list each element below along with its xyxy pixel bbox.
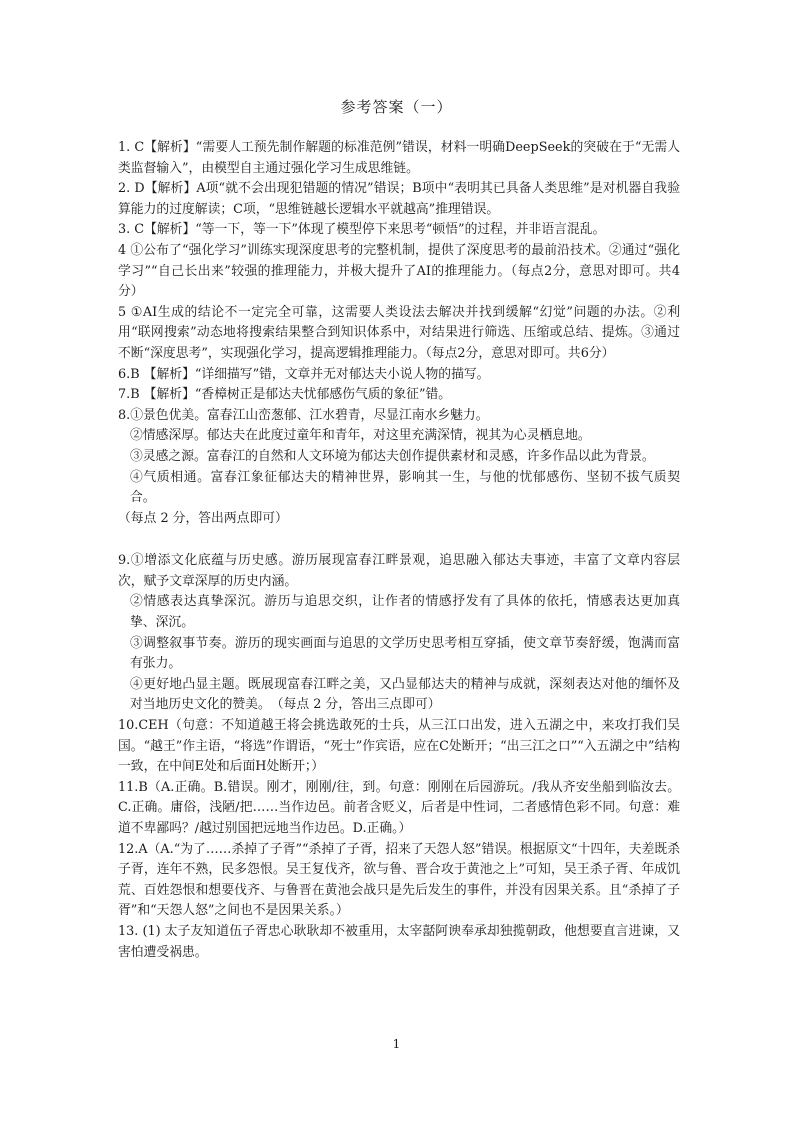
- answer-8-scoring-note: （每点 2 分，答出两点即可）: [118, 510, 288, 526]
- answer-11: 11.B（A.正确。B.错误。刚才，刚刚/往，到。句意：刚刚在后园游玩。/我从齐安坐船到临汝去。C.正确。庸俗，浅陋/把……当作边邑。前者含贬义，后者是中性词，二者感情色彩不同。句意：难道不卑鄙吗？/越过别国把远地当作边邑。D.正确。）: [118, 779, 680, 836]
- page-title: 参考答案（一）: [340, 98, 453, 116]
- answer-9-point-3: ③调整叙事节奏。游历的现实画面与追思的文学历史思考相互穿插，使文章节奏舒缓，饱满而富有张力。: [130, 635, 680, 672]
- answer-content: [118, 138, 680, 963]
- answer-10: 10.CEH（句意：不知道越王将会挑选敢死的士兵，从三江口出发，进入五湖之中，来攻打我们吴国。“越王”作主语，“将选”作谓语，“死士”作宾语，应在C处断开；“出三江之口”“入五湖之中”结构一致，在中间E处和后面H处断开；）: [118, 718, 680, 775]
- answer-5: 5 ①AI生成的结论不一定完全可靠，这需要人类设法去解决并找到缓解“幻觉”问题的办法。②利用“联网搜索”动态地将搜索结果整合到知识体系中，对结果进行筛选、压缩或总结、提炼。③通过不断“深度思考”，实现强化学习，提高逻辑推理能力。（每点2分，意思对即可。共6分）: [118, 304, 680, 361]
- answer-8-point-2: ②情感深厚。郁达夫在此度过童年和青年，对这里充满深情，视其为心灵栖息地。: [130, 428, 591, 444]
- answer-8: 8.①景色优美。富春江山峦葱郁、江水碧青，尽显江南水乡魅力。: [118, 407, 489, 423]
- answer-9: 9.①增添文化底蕴与历史感。游历展现富春江畔景观，追思融入郁达夫事迹，丰富了文章内容层次，赋予文章深厚的历史内涵。: [118, 553, 680, 589]
- answer-6: 6.B 【解析】“详细描写”错，文章并无对郁达夫小说人物的描写。: [118, 366, 490, 382]
- answer-2: 2. D【解析】A项“就不会出现犯错题的情况”错误；B项中“表明其已具备人类思维”是对机器自我验算能力的过度解读；C项，“思维链越长逻辑水平就越高”推理错误。: [118, 181, 680, 217]
- answer-3: 3. C【解析】“等一下，等一下”体现了模型停下来思考“顿悟”的过程，并非语言混乱。: [118, 222, 606, 238]
- answer-1: 1. C【解析】“需要人工预先制作解题的标准范例”错误，材料一明确DeepSeek的突破在于“无需人类监督输入”，由模型自主通过强化学习生成思维链。: [118, 140, 680, 176]
- answer-13: 13. (1) 太子友知道伍子胥忠心耿耿却不被重用，太宰嚭阿谀奉承却独揽朝政，他想要直言进谏，又害怕遭受祸患。: [118, 923, 680, 960]
- answer-4: 4 ①公布了“强化学习”训练实现深度思考的完整机制，提供了深度思考的最前沿技术。②通过“强化学习”“自己长出来”较强的推理能力，并极大提升了AI的推理能力。（每点2分，意思对即可。共4分）: [118, 242, 680, 300]
- answer-9-point-4: ④更好地凸显主题。既展现富春江畔之美，又凸显郁达夫的精神与成就，深刻表达对他的缅怀及对当地历史文化的赞美。 （每点 2 分，答出三点即可）: [130, 676, 680, 713]
- answer-8-point-4: ④气质相通。富春江象征郁达夫的精神世界，影响其一生，与他的忧郁感伤、坚韧不拔气质契合。: [130, 469, 680, 506]
- answer-8-point-3: ③灵感之源。富春江的自然和人文环境为郁达夫创作提供素材和灵感，许多作品以此为背景。: [130, 448, 655, 464]
- answer-7: 7.B 【解析】“香樟树正是郁达夫忧郁感伤气质的象征”错。: [118, 387, 452, 403]
- answer-12: 12.A（A.“为了……杀掉了子胥”“杀掉了子胥，招来了天怨人怒”错误。根据原文“十四年，夫差既杀子胥，连年不熟，民多怨恨。吴王复伐齐，欲与鲁、晋合攻于黄池之上”可知，吴王杀子胥、年成饥荒、百姓怨恨和想要伐齐、与鲁晋在黄池会战只是先后发生的事件，并没有因果关系。且“杀掉了子胥”和“天怨人怒”之间也不是因果关系。）: [118, 841, 680, 919]
- spacer: [118, 529, 680, 551]
- page-number: 1: [392, 1037, 401, 1051]
- answer-9-point-2: ②情感表达真挚深沉。游历与追思交织，让作者的情感抒发有了具体的依托，情感表达更加真挚、深沉。: [130, 594, 680, 631]
